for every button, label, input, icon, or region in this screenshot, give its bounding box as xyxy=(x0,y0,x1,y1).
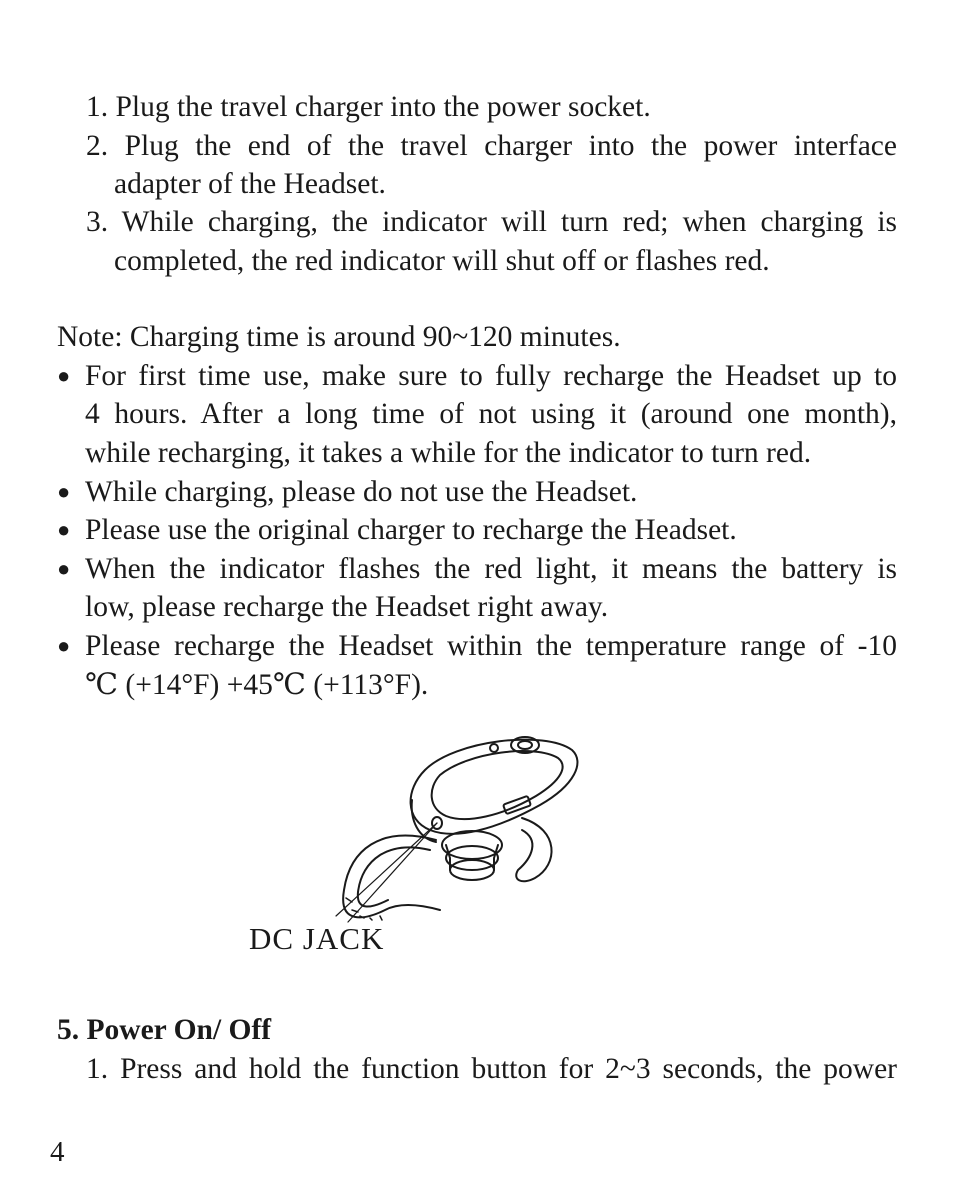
bullet-icon: ● xyxy=(57,363,71,388)
ear-hook-tail xyxy=(516,818,551,881)
bullet-icon: ● xyxy=(57,479,71,504)
step-2-line-1: 2. Plug the end of the travel charger into the power interface xyxy=(86,130,897,162)
step-3-line-2: completed, the red indicator will shut off or flashes red. xyxy=(114,245,770,277)
charging-time-note: Note: Charging time is around 90~120 minutes. xyxy=(57,321,621,353)
step-2-line-2: adapter of the Headset. xyxy=(114,168,386,200)
bullet-2-line-1: While charging, please do not use the Headset. xyxy=(85,476,638,508)
section-heading: 5. Power On/ Off xyxy=(57,1014,272,1046)
bullet-3-line-1: Please use the original charger to recharge the Headset. xyxy=(85,514,737,546)
bullet-1-line-2: 4 hours. After a long time of not using it (around one month), xyxy=(85,398,897,430)
bullet-icon: ● xyxy=(57,556,71,581)
indicator-light xyxy=(490,744,498,752)
step-1: 1. Plug the travel charger into the power socket. xyxy=(86,91,651,123)
headset-face xyxy=(432,751,563,819)
bullet-1-line-3: while recharging, it takes a while for the indicator to turn red. xyxy=(85,437,812,469)
bullet-4-line-1: When the indicator flashes the red light, it means the battery is xyxy=(85,553,897,585)
section-step-1: 1. Press and hold the function button for 2~3 seconds, the power xyxy=(86,1053,897,1085)
bullet-5-line-1: Please recharge the Headset within the temperature range of -10 xyxy=(85,630,897,662)
function-button-center xyxy=(518,741,532,749)
dc-jack-label: DC JACK xyxy=(249,921,385,956)
step-3-line-1: 3. While charging, the indicator will turn red; when charging is xyxy=(86,206,897,238)
bullet-4-line-2: low, please recharge the Headset right away. xyxy=(85,591,609,623)
bullet-icon: ● xyxy=(57,633,71,658)
bullet-5-line-2: ℃ (+14°F) +45℃ (+113°F). xyxy=(85,669,429,701)
ear-hook-inner xyxy=(358,847,430,906)
page-number: 4 xyxy=(50,1136,65,1168)
ear-hook-outer xyxy=(343,836,440,918)
bullet-1-line-1: For first time use, make sure to fully recharge the Headset up to xyxy=(85,360,897,392)
bullet-icon: ● xyxy=(57,517,71,542)
